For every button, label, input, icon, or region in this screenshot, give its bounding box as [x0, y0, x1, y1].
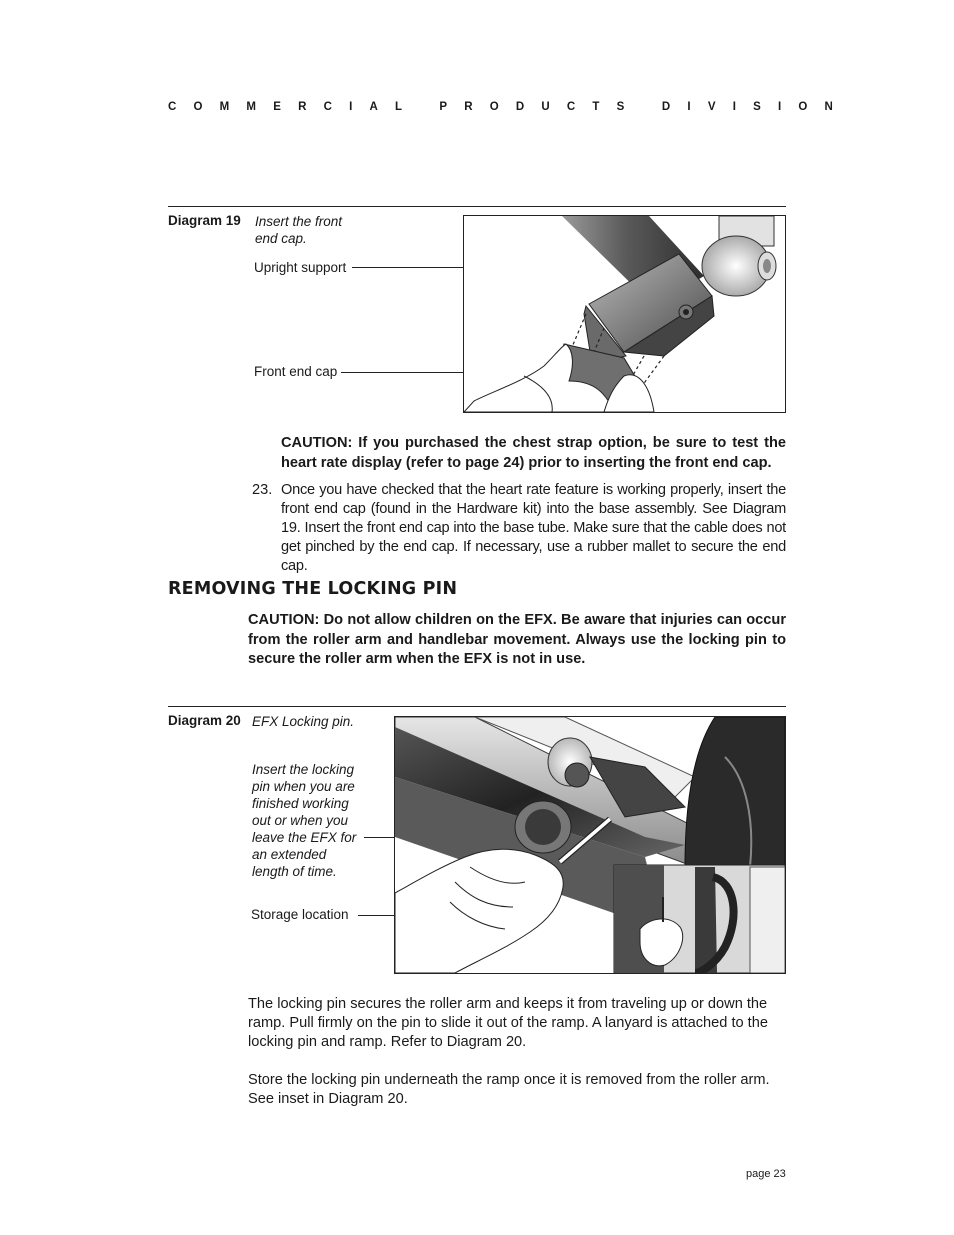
diagram-19-rule [168, 206, 786, 207]
division-header: COMMERCIAL PRODUCTS DIVISION [168, 101, 851, 113]
paragraph-locking-pin: The locking pin secures the roller arm and keeps it from traveling up or down the ramp. Pull firmly on the pin to slide it out of the ramp. A lanyard is attached to the locking pin and ramp. Refer to Diagram 20. [248, 996, 768, 1050]
step-23-text: Once you have checked that the heart rate feature is working properly, insert the front end cap (found in the Hardware kit) into the base assembly. See Diagram 19. Insert the front end cap into the base tube. Make sure that the cable does not get pinched by the end cap. If necessary, use a rubber mallet to secure the end cap. [281, 482, 786, 574]
diagram-20-illustration [394, 716, 786, 974]
section-heading: REMOVING THE LOCKING PIN [168, 579, 458, 599]
callout-insert-locking-pin: Insert the locking pin when you are finished working out or when you leave the EFX for an extended length of time. [252, 762, 357, 879]
diagram-19-illustration [463, 215, 786, 413]
end-cap-illustration [464, 216, 785, 412]
callout-front-end-cap: Front end cap [254, 364, 338, 379]
paragraph-store-pin: Store the locking pin underneath the ramp once it is removed from the roller arm. See inset in Diagram 20. [248, 1072, 770, 1107]
caution-chest-strap: CAUTION: If you purchased the chest strap option, be sure to test the heart rate display (refer to page 24) prior to inserting the front end cap. [281, 435, 786, 471]
diagram-20-rule [168, 706, 786, 707]
page-number: page 23 [746, 1168, 786, 1180]
diagram-20-label: Diagram 20 [168, 713, 241, 728]
callout-storage-location: Storage location [251, 907, 349, 922]
caution-children: CAUTION: Do not allow children on the EFX. Be aware that injuries can occur from the roller arm and handlebar movement. Always use the locking pin to secure the roller arm when the EFX is not in use. [248, 612, 786, 667]
callout-upright-support: Upright support [254, 260, 347, 275]
step-number: 23. [252, 482, 273, 498]
diagram-20-caption: EFX Locking pin. [252, 714, 355, 729]
diagram-19-caption: Insert the front end cap. [255, 214, 343, 246]
locking-pin-illustration [395, 717, 785, 973]
diagram-19-label: Diagram 19 [168, 213, 241, 228]
